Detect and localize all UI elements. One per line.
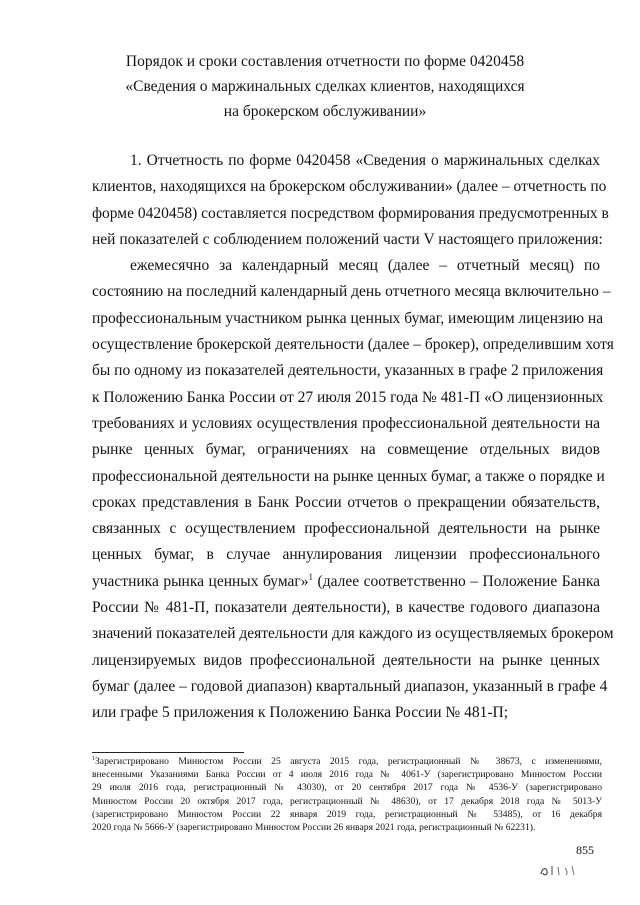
- title-line: Порядок и сроки составления отчетности по форме 0420458: [125, 53, 525, 70]
- paragraph-line: 1. Отчетность по форме 0420458 «Сведения о маржинальных сделках: [130, 152, 600, 169]
- paragraph-line: форме 0420458) составляется посредством формирования предусмотренных в: [92, 204, 609, 222]
- footnote-line: внесенными Указаниями Банка России от 4 июля 2016 года № 4061-У (зарегистрировано Минюстом России: [92, 769, 602, 781]
- paragraph-line: к Положению Банка России от 27 июля 2015 года № 481-П «О лицензионных: [92, 388, 604, 406]
- title-line: на брокерском обслуживании»: [223, 103, 427, 120]
- paragraph-line: осуществление брокерской деятельности (далее – брокер), определившим хотя: [92, 336, 614, 354]
- footnote-divider: [92, 752, 244, 753]
- paragraph-line: ней показателей с соблюдением положений части V настоящего приложения:: [92, 230, 603, 248]
- footnote-line: 2020 года № 5666-У (зарегистрировано Минюстом России 26 января 2021 года, регистрационный № 62231).: [92, 822, 536, 834]
- paragraph-line: клиентов, находящихся на брокерском обслуживании» (далее – отчетность по: [92, 178, 607, 196]
- footnote-text: Зарегистрировано Минюстом России 25 августа 2015 года, регистрационный № 38673, с изменениями,: [95, 756, 602, 767]
- footnote: [92, 755, 602, 834]
- title-line: «Сведения о маржинальных сделках клиентов, находящихся: [125, 78, 525, 95]
- paragraph-line: рынке ценных бумаг, ограничениях на совмещение отдельных видов: [92, 441, 600, 459]
- paragraph-line: России № 481-П, показатели деятельности), в качестве годового диапазона: [92, 599, 600, 617]
- footnote-line: Минюстом России 20 октября 2017 года, регистрационный № 48630), от 17 декабря 2018 года № 5013-У: [92, 795, 602, 807]
- text-fragment: (далее соответственно – Положение Банка: [313, 572, 600, 590]
- paragraph-line: или графе 5 приложения к Положению Банка России № 481-П;: [92, 704, 508, 722]
- paragraph-line: профессиональным участником рынка ценных бумаг, имеющим лицензию на: [92, 309, 604, 327]
- paragraph-line: бумаг (далее – годовой диапазон) квартальный диапазон, указанный в графе 4: [92, 677, 608, 695]
- footnote-reference: 1: [308, 571, 314, 582]
- paragraph-line: профессиональной деятельности на рынке ценных бумаг, а также о порядке и: [92, 467, 605, 485]
- footnote-line: (зарегистрировано Минюстом России 22 января 2019 года, регистрационный № 53485), от 16 декабря: [92, 808, 602, 820]
- paragraph-line: требованиях и условиях осуществления профессиональной деятельности на: [92, 414, 600, 432]
- paragraph-line: ценных бумаг, в случае аннулирования лицензии профессионального: [92, 546, 600, 564]
- page-number: 855: [576, 843, 594, 857]
- footnote-marker: 1: [92, 755, 95, 762]
- document-body: [92, 148, 614, 727]
- paragraph-line: бы по одному из показателей деятельности, указанных в графе 2 приложения: [92, 362, 604, 380]
- text-fragment: участника рынка ценных бумаг»: [92, 572, 309, 590]
- paragraph-line: состоянию на последний календарный день отчетного месяца включительно –: [92, 283, 611, 301]
- paragraph-line: значений показателей деятельности для каждого из осуществляемых брокером: [92, 625, 614, 643]
- paragraph-line: ежемесячно за календарный месяц (далее – отчетный месяц) по: [130, 257, 600, 275]
- document-title: [90, 49, 560, 124]
- paragraph-line-with-footnote: [92, 569, 600, 595]
- paragraph-line: лицензируемых видов профессиональной деятельности на рынке ценных: [92, 651, 600, 669]
- footnote-line: 29 июля 2016 года, регистрационный № 43030), от 20 сентября 2017 года № 4536-У (зарегистрировано: [92, 782, 602, 794]
- paragraph-line: сроках представления в Банк России отчетов о прекращении обязательств,: [92, 493, 600, 511]
- paragraph-line: связанных с осуществлением профессиональной деятельности на рынке: [92, 520, 600, 538]
- scan-mark-icon: [538, 862, 582, 878]
- footnote-line: [92, 755, 602, 768]
